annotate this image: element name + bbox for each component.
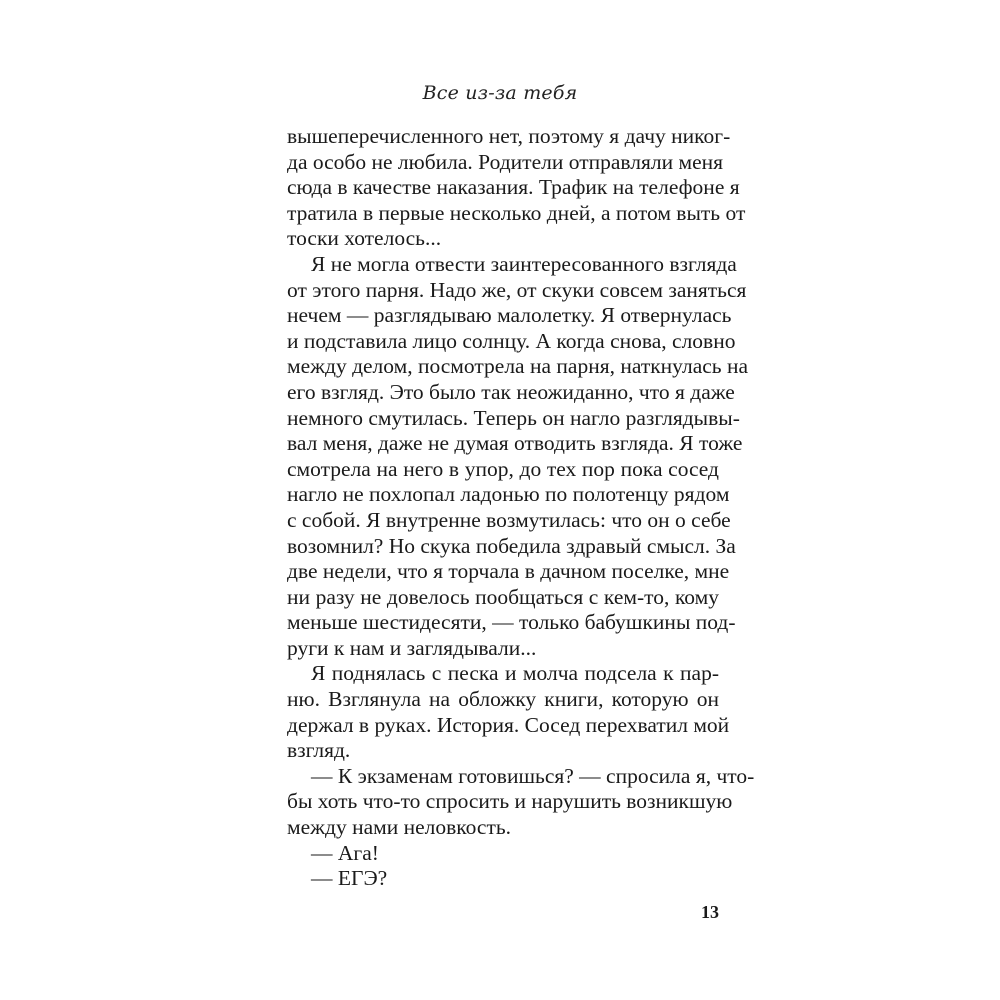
text-line: вышеперечисленного нет, поэтому я дачу никог- <box>287 124 731 148</box>
text-line: да особо не любила. Родители отправляли меня <box>287 149 724 174</box>
text-line: — ЕГЭ? <box>311 866 388 891</box>
text-line: держал в руках. История. Сосед перехватил мой <box>287 712 730 737</box>
text-line: между нами неловкость. <box>287 815 512 840</box>
text-line: возомнил? Но скука победила здравый смысл. За <box>287 533 736 558</box>
text-line: две недели, что я торчала в дачном поселке, мне <box>287 559 730 584</box>
text-line: бы хоть что-то спросить и нарушить возникшую <box>287 789 733 814</box>
text-line: с собой. Я внутренне возмутилась: что он о себе <box>287 507 731 532</box>
text-line: меньше шестидесяти, — только бабушкины под- <box>287 610 736 635</box>
page-number: 13 <box>701 902 719 922</box>
text-line: тратила в первые несколько дней, а потом выть от <box>287 200 746 225</box>
running-title: Все из-за тебя <box>422 82 578 104</box>
text-line: — Ага! <box>311 840 379 865</box>
text-line: нечем — разглядываю малолетку. Я отвернулась <box>287 303 732 328</box>
text-line: тоски хотелось... <box>287 226 442 251</box>
text-line: Я поднялась с песка и молча подсела к пар- <box>311 661 719 686</box>
text-line: ни разу не довелось пообщаться с кем-то, кому <box>287 584 719 609</box>
text-line: руги к нам и заглядывали... <box>287 635 537 660</box>
text-line: вал меня, даже не думая отводить взгляда. Я тоже <box>287 431 743 456</box>
text-line: и подставила лицо солнцу. А когда снова, словно <box>287 328 736 353</box>
text-line: сюда в качестве наказания. Трафик на телефоне я <box>287 175 740 200</box>
text-line: немного смутилась. Теперь он нагло разглядывы- <box>287 405 740 430</box>
text-line: ню. Взглянула на обложку книги, которую он <box>287 687 719 712</box>
text-line: Я не могла отвести заинтересованного взгляда <box>311 251 737 276</box>
text-line: между делом, посмотрела на парня, наткнулась на <box>287 354 749 379</box>
text-line: — К экзаменам готовишься? — спросила я, что- <box>311 763 755 788</box>
text-line: его взгляд. Это было так неожиданно, что я даже <box>287 379 735 404</box>
text-line: смотрела на него в упор, до тех пор пока сосед <box>287 456 719 481</box>
text-line: нагло не похлопал ладонью по полотенцу рядом <box>287 482 730 507</box>
text-line: от этого парня. Надо же, от скуки совсем заняться <box>287 277 747 302</box>
body-text <box>287 124 755 892</box>
text-line: взгляд. <box>287 738 351 763</box>
